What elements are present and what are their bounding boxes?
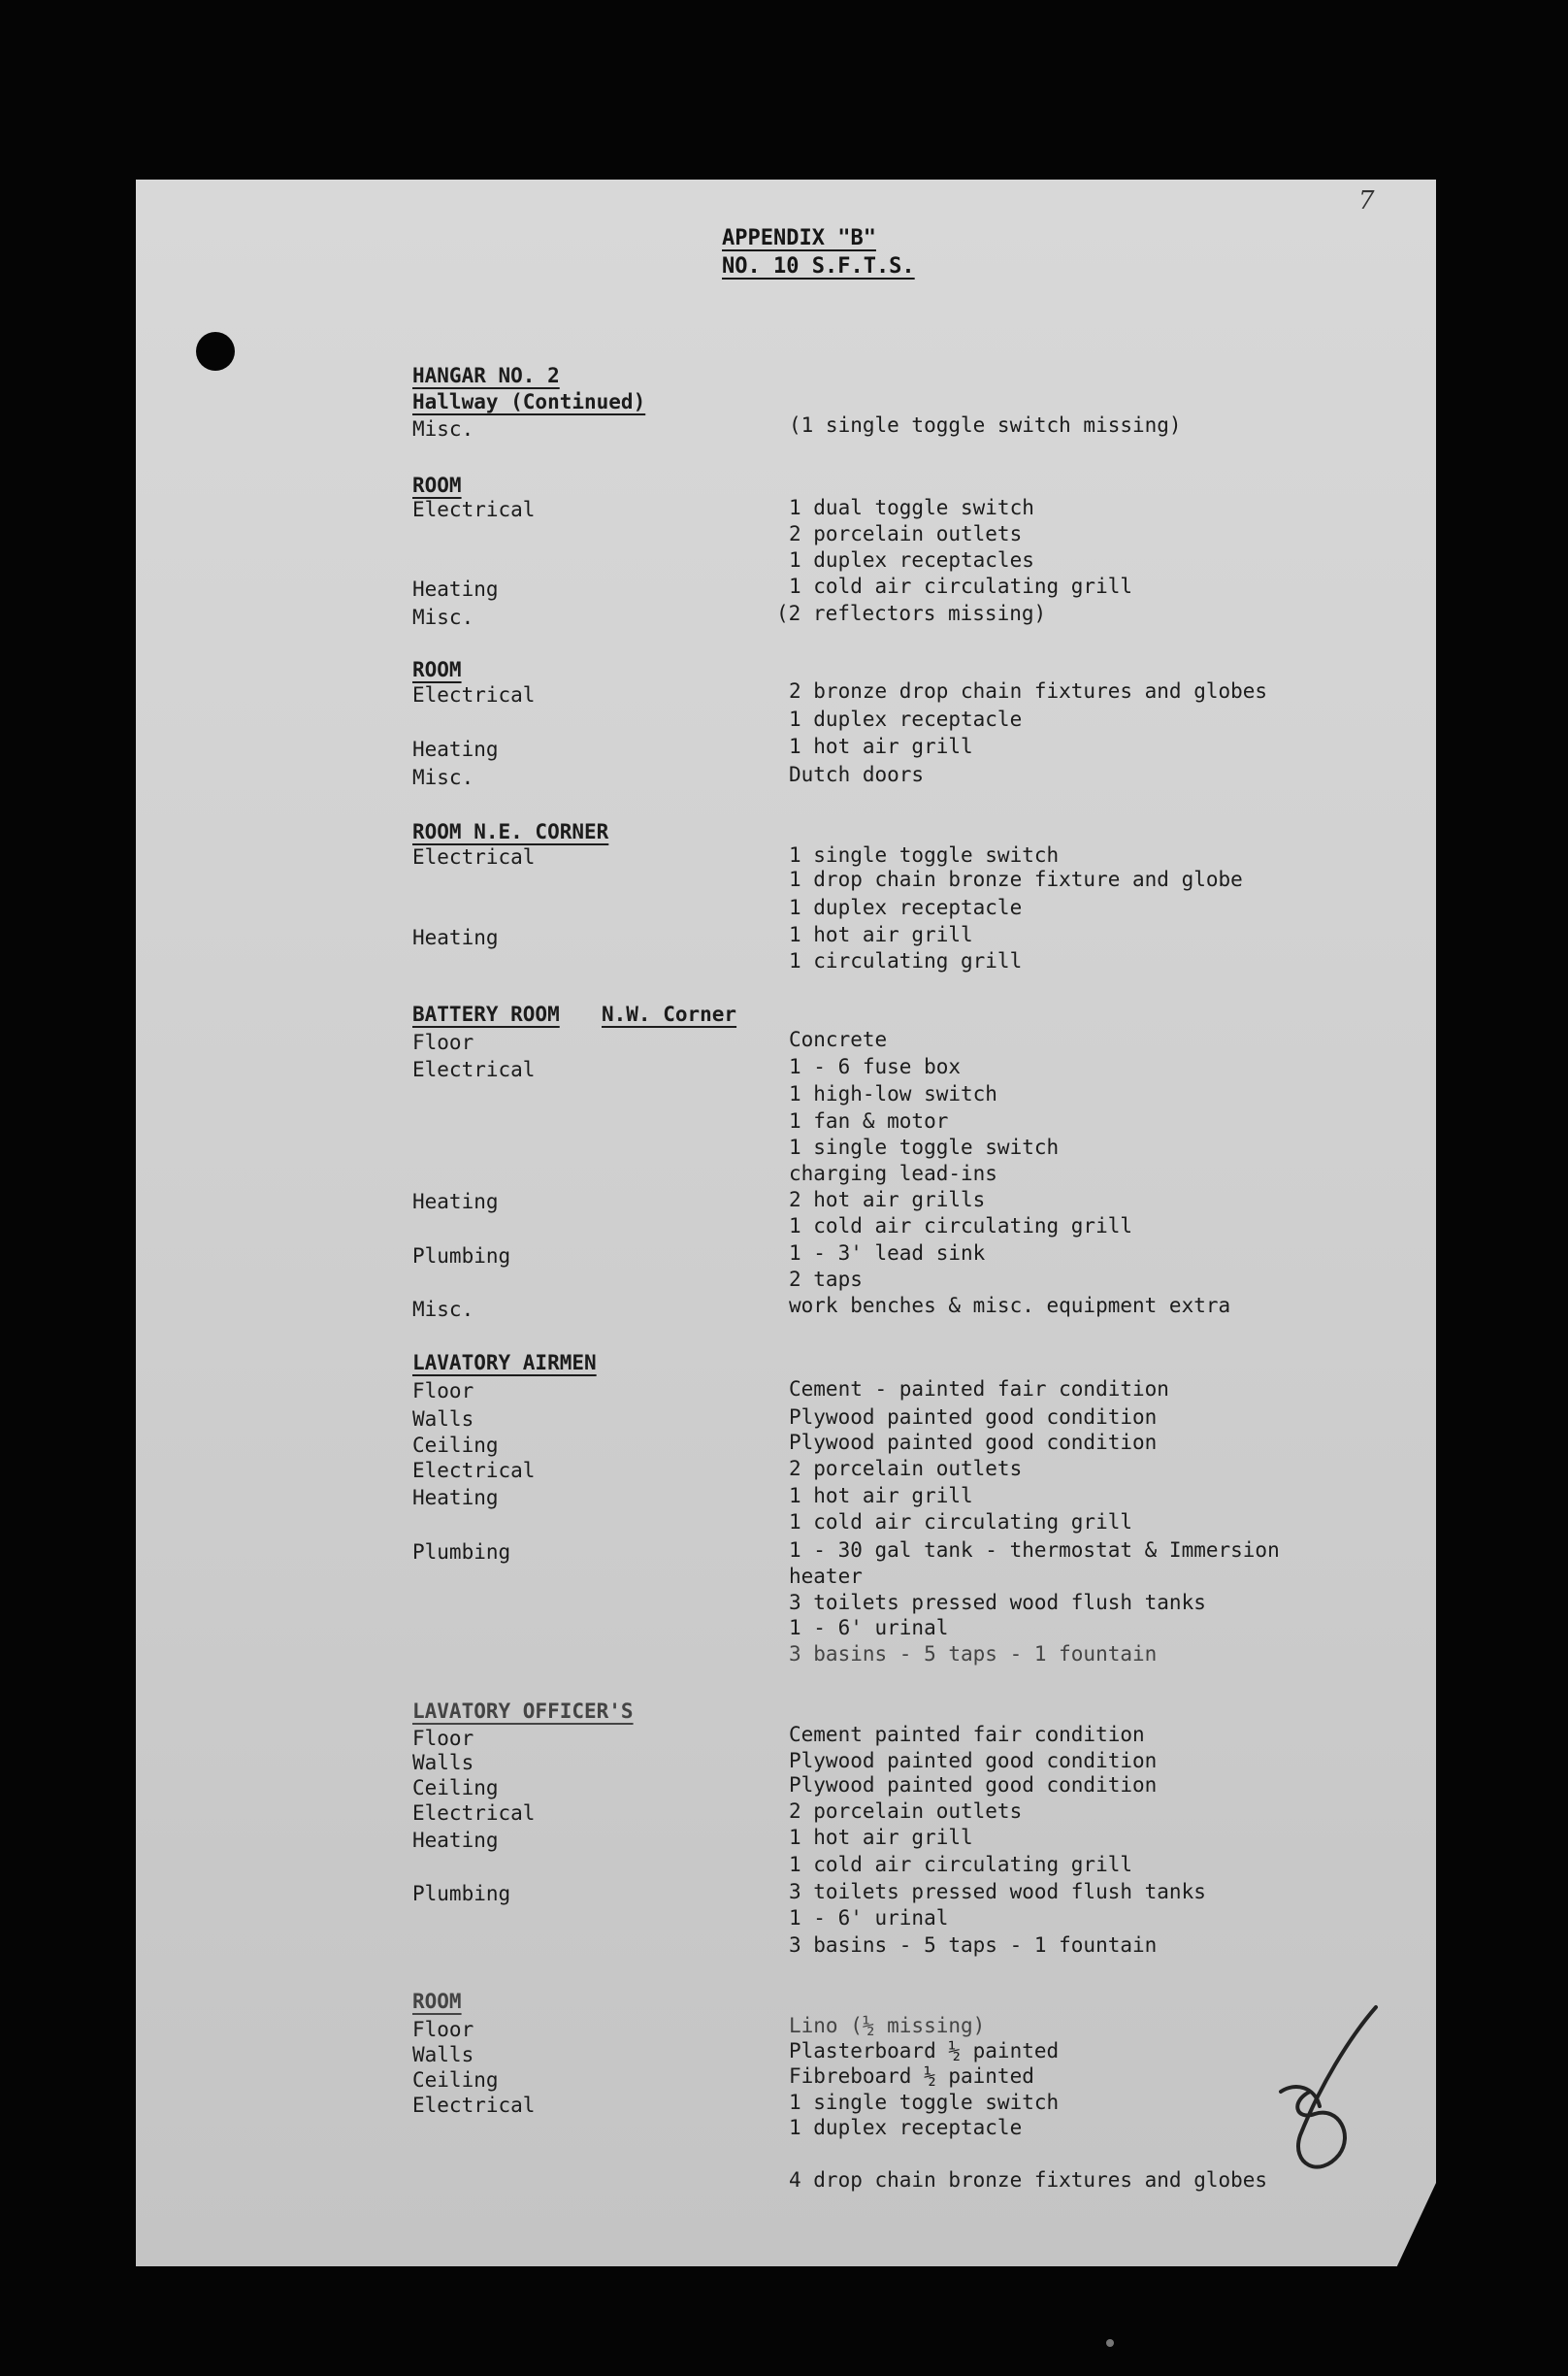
room-last-walls-label: Walls: [412, 2043, 474, 2066]
appendix-heading: APPENDIX "B": [722, 226, 876, 250]
battery-elec-item: 1 fan & motor: [789, 1109, 949, 1133]
lav-officers-ceiling-value: Plywood painted good condition: [789, 1773, 1158, 1797]
room-last-elec-item: 1 duplex receptacle: [789, 2116, 1023, 2139]
lav-officers-ceiling-label: Ceiling: [412, 1776, 499, 1799]
room2-heating-value: 1 hot air grill: [789, 735, 973, 758]
lav-officers-electrical-label: Electrical: [412, 1801, 536, 1825]
room-ne-elec-item: 1 duplex receptacle: [789, 896, 1023, 919]
battery-title: BATTERY ROOM: [412, 1003, 560, 1026]
film-speck: [1106, 2339, 1114, 2347]
lav-airmen-electrical-label: Electrical: [412, 1459, 536, 1482]
lav-airmen-heating-item: 1 cold air circulating grill: [789, 1510, 1133, 1534]
room2-heating-label: Heating: [412, 738, 499, 761]
room-last-title: ROOM: [412, 1990, 462, 2013]
room-last-ceiling-label: Ceiling: [412, 2068, 499, 2092]
lav-airmen-plumbing-item: 1 - 6' urinal: [789, 1616, 949, 1639]
room-ne-heating-label: Heating: [412, 926, 499, 949]
room1-heating-label: Heating: [412, 578, 499, 601]
lav-officers-floor-value: Cement painted fair condition: [789, 1723, 1145, 1746]
battery-misc-value: work benches & misc. equipment extra: [789, 1294, 1231, 1317]
room-last-electrical-label: Electrical: [412, 2094, 536, 2117]
lav-airmen-plumbing-item: heater: [789, 1565, 863, 1588]
battery-floor-value: Concrete: [789, 1028, 888, 1051]
lav-officers-plumbing-item: 1 - 6' urinal: [789, 1906, 949, 1930]
lav-airmen-walls-label: Walls: [412, 1407, 474, 1431]
lav-airmen-heating-label: Heating: [412, 1486, 499, 1509]
battery-elec-item: 1 single toggle switch: [789, 1136, 1060, 1159]
lav-airmen-electrical-value: 2 porcelain outlets: [789, 1457, 1023, 1480]
room-ne-elec-item: 1 drop chain bronze fixture and globe: [789, 868, 1243, 891]
document-page: [136, 180, 1436, 2266]
lav-officers-plumbing-item: 3 toilets pressed wood flush tanks: [789, 1880, 1206, 1903]
room-last-ceiling-value: Fibreboard ½ painted: [789, 2064, 1034, 2088]
room1-heating-value: 1 cold air circulating grill: [789, 575, 1133, 598]
battery-heating-label: Heating: [412, 1190, 499, 1213]
battery-title-suffix: N.W. Corner: [602, 1003, 737, 1026]
room2-misc-label: Misc.: [412, 766, 474, 789]
page-mark: 7: [1358, 186, 1375, 215]
lav-airmen-heating-item: 1 hot air grill: [789, 1484, 973, 1507]
room-ne-heating-item: 1 hot air grill: [789, 923, 973, 946]
room1-electrical-label: Electrical: [412, 498, 536, 521]
lav-airmen-ceiling-value: Plywood painted good condition: [789, 1431, 1158, 1454]
punch-hole: [196, 332, 235, 371]
lav-officers-heating-item: 1 cold air circulating grill: [789, 1853, 1133, 1876]
lav-officers-plumbing-item: 3 basins - 5 taps - 1 fountain: [789, 1933, 1158, 1957]
lav-airmen-plumbing-item: 3 toilets pressed wood flush tanks: [789, 1591, 1206, 1614]
room1-elec-item: 1 duplex receptacles: [789, 548, 1034, 572]
room2-elec-item: 1 duplex receptacle: [789, 708, 1023, 731]
hallway-misc-value: (1 single toggle switch missing): [789, 413, 1182, 437]
room-last-elec-item: 1 single toggle switch: [789, 2091, 1060, 2114]
room2-title: ROOM: [412, 658, 462, 681]
room-ne-heating-item: 1 circulating grill: [789, 949, 1023, 973]
hallway-misc-label: Misc.: [412, 417, 474, 441]
battery-heating-item: 1 cold air circulating grill: [789, 1214, 1133, 1238]
hangar-title: HANGAR NO. 2: [412, 364, 560, 387]
lav-airmen-walls-value: Plywood painted good condition: [789, 1405, 1158, 1429]
lav-officers-heating-label: Heating: [412, 1829, 499, 1852]
lav-airmen-plumbing-label: Plumbing: [412, 1540, 511, 1564]
lav-officers-title: LAVATORY OFFICER'S: [412, 1700, 634, 1723]
room-last-walls-value: Plasterboard ½ painted: [789, 2039, 1060, 2062]
room1-misc-label: Misc.: [412, 606, 474, 629]
lav-officers-walls-value: Plywood painted good condition: [789, 1749, 1158, 1772]
room1-elec-item: 1 dual toggle switch: [789, 496, 1034, 519]
room-ne-elec-item: 1 single toggle switch: [789, 843, 1060, 867]
room-ne-title: ROOM N.E. CORNER: [412, 820, 609, 843]
lav-airmen-ceiling-label: Ceiling: [412, 1434, 499, 1457]
lav-airmen-floor-value: Cement - painted fair condition: [789, 1377, 1169, 1401]
lav-officers-electrical-value: 2 porcelain outlets: [789, 1799, 1023, 1823]
lav-airmen-plumbing-item: 1 - 30 gal tank - thermostat & Immersion: [789, 1538, 1280, 1562]
battery-elec-item: 1 - 6 fuse box: [789, 1055, 962, 1078]
room1-misc-value: (2 reflectors missing): [776, 602, 1047, 625]
battery-floor-label: Floor: [412, 1031, 474, 1054]
lav-officers-walls-label: Walls: [412, 1751, 474, 1774]
lav-airmen-floor-label: Floor: [412, 1379, 474, 1402]
hallway-title: Hallway (Continued): [412, 390, 646, 413]
lav-airmen-plumbing-item: 3 basins - 5 taps - 1 fountain: [789, 1642, 1158, 1666]
battery-plumbing-item: 2 taps: [789, 1268, 863, 1291]
room-ne-electrical-label: Electrical: [412, 845, 536, 869]
room2-misc-value: Dutch doors: [789, 763, 925, 786]
room-last-floor-value: Lino (½ missing): [789, 2014, 986, 2037]
lav-airmen-title: LAVATORY AIRMEN: [412, 1351, 597, 1374]
room-last-floor-label: Floor: [412, 2018, 474, 2041]
handwritten-initials: [1261, 1999, 1407, 2184]
room2-elec-item: 2 bronze drop chain fixtures and globes: [789, 679, 1268, 703]
room1-elec-item: 2 porcelain outlets: [789, 522, 1023, 545]
battery-plumbing-item: 1 - 3' lead sink: [789, 1241, 986, 1265]
battery-misc-label: Misc.: [412, 1298, 474, 1321]
room-last-elec-item: 4 drop chain bronze fixtures and globes: [789, 2168, 1268, 2192]
battery-elec-item: 1 high-low switch: [789, 1082, 997, 1106]
lav-officers-floor-label: Floor: [412, 1727, 474, 1750]
school-heading: NO. 10 S.F.T.S.: [722, 254, 915, 279]
battery-electrical-label: Electrical: [412, 1058, 536, 1081]
lav-officers-heating-item: 1 hot air grill: [789, 1826, 973, 1849]
lav-officers-plumbing-label: Plumbing: [412, 1882, 511, 1905]
battery-heating-item: 2 hot air grills: [789, 1188, 986, 1211]
room2-electrical-label: Electrical: [412, 683, 536, 707]
battery-plumbing-label: Plumbing: [412, 1244, 511, 1268]
room1-title: ROOM: [412, 474, 462, 497]
battery-elec-item: charging lead-ins: [789, 1162, 997, 1185]
